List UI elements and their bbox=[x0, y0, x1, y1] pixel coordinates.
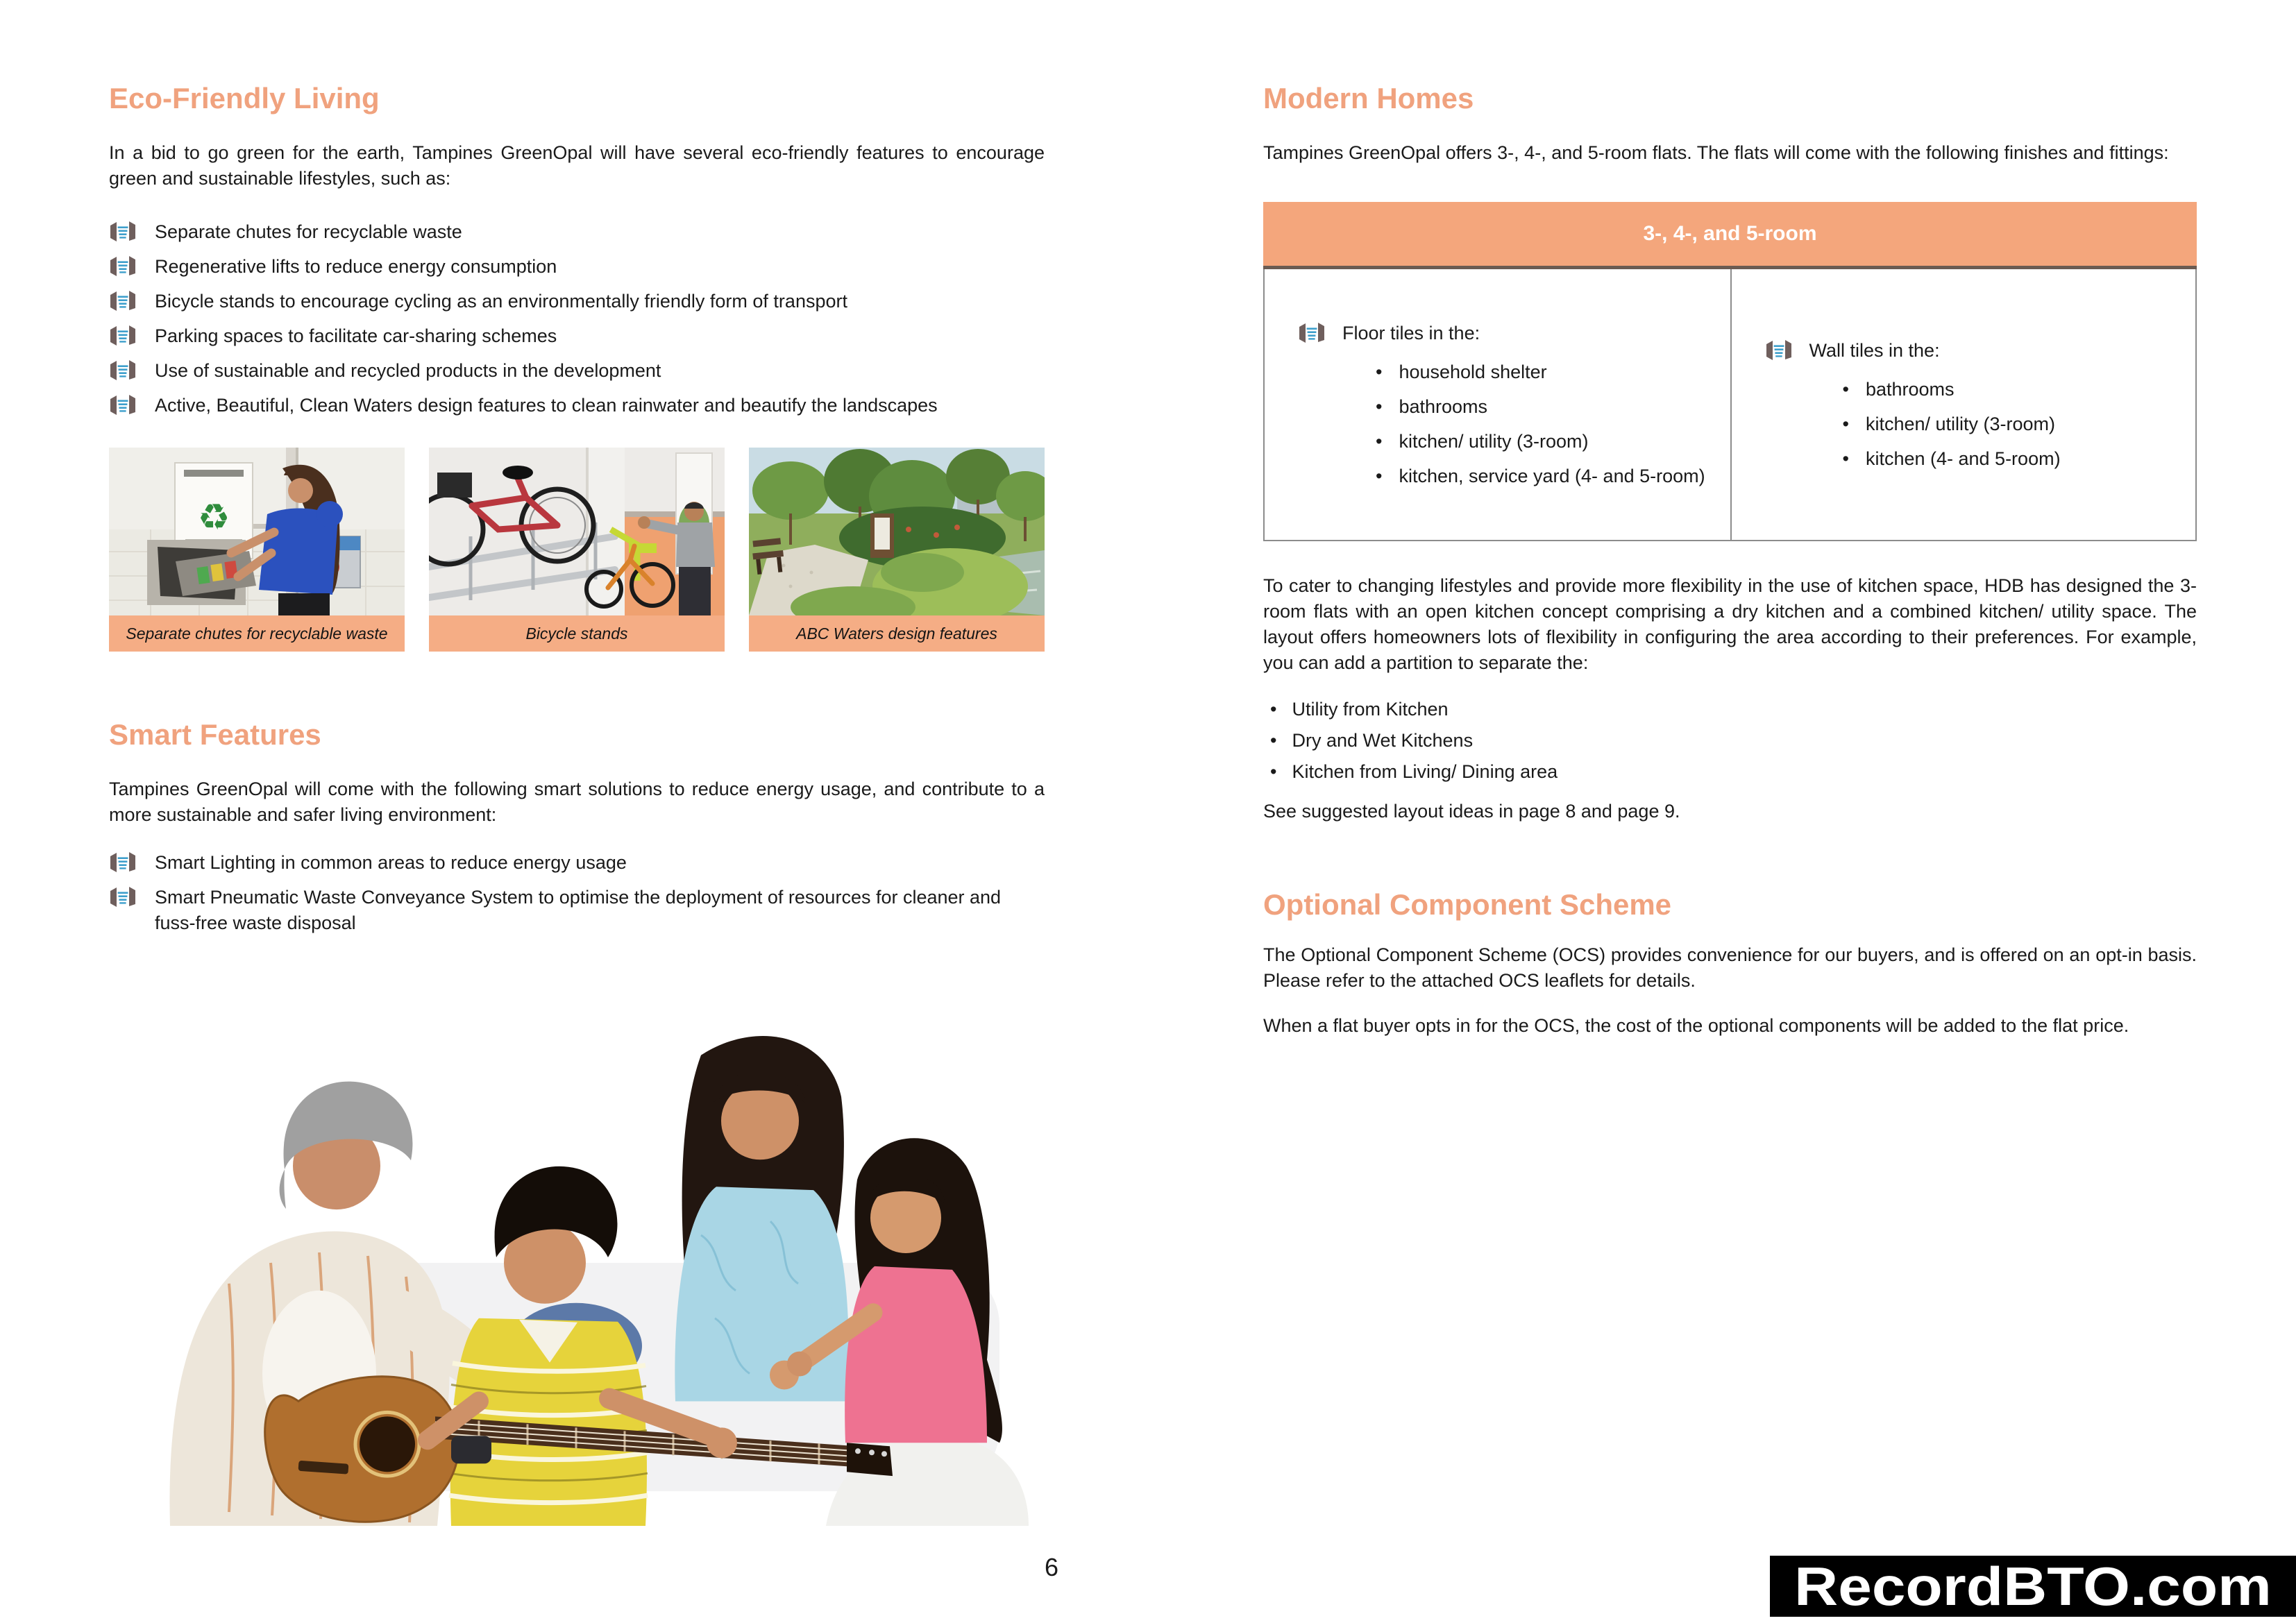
photo-bicycle-stands-image bbox=[429, 448, 725, 615]
chute-bullet-icon bbox=[109, 290, 137, 312]
list-item bbox=[109, 219, 1045, 245]
list-item bbox=[109, 393, 1045, 418]
photo-caption: ABC Waters design features bbox=[749, 615, 1045, 652]
list-item-label: • kitchen/ utility (3-room) bbox=[1865, 413, 2056, 434]
photo-abc-waters-image bbox=[749, 448, 1045, 615]
list-item-label: Parking spaces to facilitate car-sharing schemes bbox=[155, 325, 557, 346]
smart-feature-list bbox=[109, 850, 1045, 936]
list-item-label: • household shelter bbox=[1399, 361, 1547, 382]
floor-tiles-list bbox=[1376, 350, 1710, 489]
photo-family bbox=[90, 958, 1062, 1526]
ocs-paragraph-1: The Optional Component Scheme (OCS) provides convenience for our buyers, and is offered on an opt-in basis. Please refer to the attached OCS leaflets for details. bbox=[1263, 944, 2197, 991]
list-item bbox=[1270, 697, 2197, 722]
watermark-banner bbox=[1770, 1556, 2296, 1617]
list-item bbox=[1376, 429, 1710, 454]
ocs-paragraph-2: When a flat buyer opts in for the OCS, the cost of the optional components will be added to the flat price. bbox=[1263, 1015, 2129, 1036]
list-item bbox=[1376, 394, 1710, 420]
cell-title-row bbox=[1765, 338, 2175, 364]
smart-section-title: Smart Features bbox=[109, 718, 321, 751]
ocs-section-title: Optional Component Scheme bbox=[1263, 888, 1672, 921]
eco-section-title: Eco-Friendly Living bbox=[109, 82, 380, 114]
list-item-label: • bathrooms bbox=[1399, 396, 1488, 417]
wall-tiles-cell bbox=[1730, 269, 2196, 540]
chute-bullet-icon bbox=[109, 325, 137, 347]
modern-section-title: Modern Homes bbox=[1263, 82, 1474, 114]
watermark-text: RecordBTO.com bbox=[1794, 1556, 2272, 1617]
list-item-label: Use of sustainable and recycled products in the development bbox=[155, 360, 661, 381]
kitchen-flexibility-paragraph: To cater to changing lifestyles and provide more flexibility in the use of kitchen space, HDB has designed the 3-room flats with an open kitchen concept comprising a dry kitchen and a combined kitchen/ utility space. The layout offers homeowners lots of flexibility in configuring the area according to their preferences. For example, you can add a partition to separate the: bbox=[1263, 575, 2197, 673]
list-item bbox=[109, 323, 1045, 349]
finishes-table bbox=[1263, 202, 2197, 541]
list-item-label: • bathrooms bbox=[1865, 378, 1955, 400]
list-item-label: • kitchen (4- and 5-room) bbox=[1865, 448, 2061, 469]
photo-caption: Bicycle stands bbox=[429, 615, 725, 652]
list-item-label: Smart Lighting in common areas to reduce energy usage bbox=[155, 852, 627, 873]
right-column bbox=[1263, 82, 2197, 1039]
list-item-label: Separate chutes for recyclable waste bbox=[155, 221, 462, 242]
wall-tiles-list bbox=[1843, 368, 2175, 472]
chute-bullet-icon bbox=[109, 221, 137, 243]
chute-bullet-icon bbox=[109, 886, 137, 908]
list-item-label: Smart Pneumatic Waste Conveyance System to optimise the deployment of resources for cleaner and fuss-free waste disposal bbox=[155, 887, 1002, 933]
floor-tiles-cell bbox=[1265, 269, 1730, 540]
list-item bbox=[1843, 377, 2175, 402]
svg-text:♻: ♻ bbox=[197, 498, 230, 538]
list-item-label: Bicycle stands to encourage cycling as an environmentally friendly form of transport bbox=[155, 291, 847, 312]
list-item-label: • kitchen/ utility (3-room) bbox=[1399, 430, 1589, 452]
list-item-label: • Kitchen from Living/ Dining area bbox=[1292, 761, 1558, 782]
list-item-label: Active, Beautiful, Clean Waters design features to clean rainwater and beautify the landscapes bbox=[155, 395, 938, 416]
eco-feature-list bbox=[109, 219, 1045, 418]
eco-photo-row bbox=[109, 448, 1045, 652]
eco-intro-paragraph: In a bid to go green for the earth, Tampines GreenOpal will have several eco-friendly features to encourage green and sustainable lifestyles, such as: bbox=[109, 142, 1045, 189]
finishes-table-header: 3-, 4-, and 5-room bbox=[1263, 202, 2197, 269]
page-number: 6 bbox=[1045, 1553, 1059, 1581]
photo-abc-waters bbox=[749, 448, 1045, 652]
cell-title-label: Floor tiles in the: bbox=[1342, 322, 1480, 343]
photo-bicycle-stands bbox=[429, 448, 725, 652]
cell-title-row bbox=[1298, 321, 1710, 346]
finishes-table-body bbox=[1263, 269, 2197, 541]
list-item bbox=[109, 885, 1045, 936]
list-item-label: Regenerative lifts to reduce energy consumption bbox=[155, 256, 557, 277]
list-item bbox=[109, 254, 1045, 280]
list-item bbox=[1843, 446, 2175, 472]
list-item bbox=[109, 850, 1045, 876]
photo-recycling-chute bbox=[109, 448, 405, 652]
list-item bbox=[1843, 411, 2175, 437]
list-item bbox=[109, 358, 1045, 384]
chute-bullet-icon bbox=[109, 394, 137, 416]
chute-bullet-icon bbox=[109, 851, 137, 874]
layout-ideas-note: See suggested layout ideas in page 8 and page 9. bbox=[1263, 801, 1680, 822]
photo-recycling-chute-image bbox=[109, 448, 405, 615]
left-column bbox=[109, 82, 1045, 1526]
chute-bullet-icon bbox=[109, 255, 137, 278]
list-item bbox=[1270, 728, 2197, 754]
chute-bullet-icon bbox=[109, 359, 137, 382]
list-item-label: • Dry and Wet Kitchens bbox=[1292, 730, 1474, 751]
cell-title-label: Wall tiles in the: bbox=[1809, 339, 1940, 361]
list-item-label: • Utility from Kitchen bbox=[1292, 699, 1449, 720]
chute-bullet-icon bbox=[1298, 322, 1326, 344]
photo-caption: Separate chutes for recyclable waste bbox=[109, 615, 405, 652]
list-item bbox=[109, 289, 1045, 314]
modern-intro-paragraph: Tampines GreenOpal offers 3-, 4-, and 5-room flats. The flats will come with the following finishes and fittings: bbox=[1263, 142, 2169, 163]
list-item bbox=[1376, 464, 1710, 489]
list-item bbox=[1376, 359, 1710, 385]
partition-options-list bbox=[1270, 697, 2197, 785]
list-item-label: • kitchen, service yard (4- and 5-room) bbox=[1399, 465, 1705, 486]
list-item bbox=[1270, 759, 2197, 785]
smart-intro-paragraph: Tampines GreenOpal will come with the following smart solutions to reduce energy usage, and contribute to a more sustainable and safer living environment: bbox=[109, 779, 1045, 825]
chute-bullet-icon bbox=[1765, 339, 1793, 362]
